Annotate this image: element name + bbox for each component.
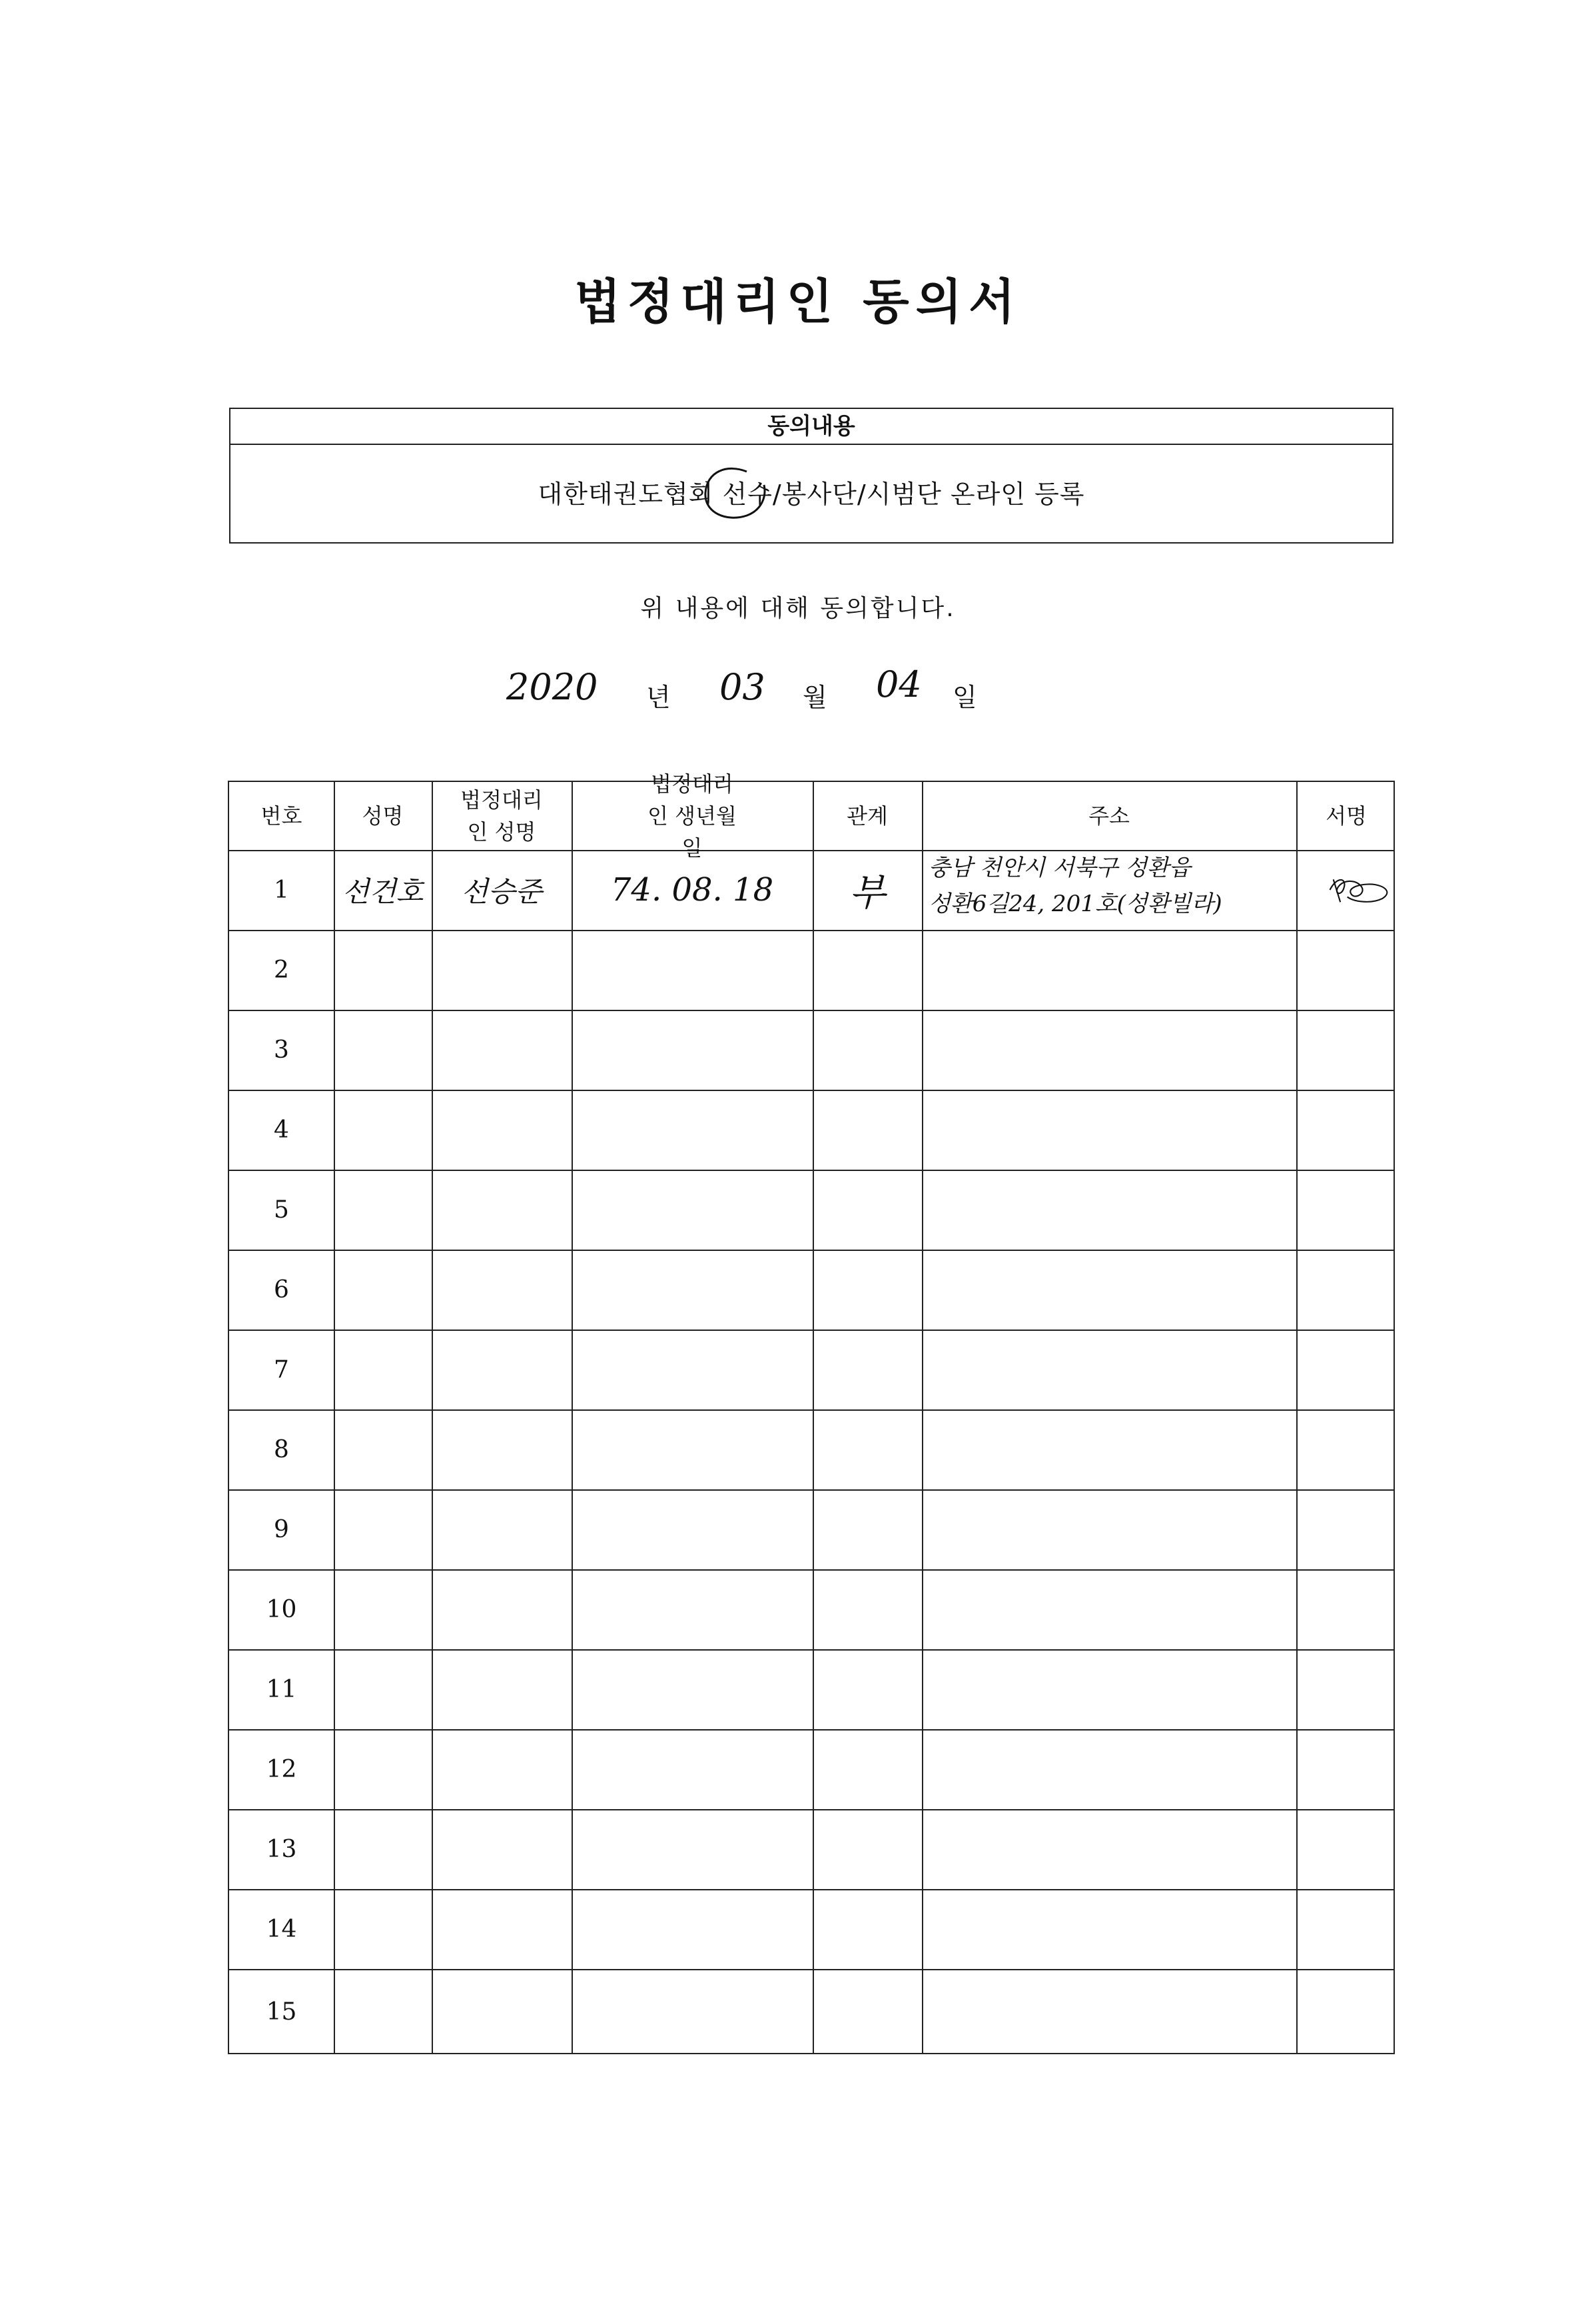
date-year: 2020 bbox=[506, 666, 598, 708]
entry-address bbox=[922, 850, 1296, 930]
handwritten-signature-mark bbox=[1323, 850, 1396, 930]
header-guardian-birth: 법정대리인 생년월일 bbox=[647, 771, 737, 861]
row-number: 15 bbox=[266, 1998, 297, 2026]
date-day: 04 bbox=[876, 663, 922, 705]
row-number: 2 bbox=[274, 956, 289, 984]
row-number: 13 bbox=[266, 1835, 297, 1863]
consent-statement: 위 내용에 대해 동의합니다. bbox=[640, 595, 956, 622]
consent-content-body bbox=[230, 445, 1392, 544]
registration-table bbox=[228, 771, 1395, 2054]
consent-content-text: 대한태권도협회 선수/봉사단/시범단 온라인 등록 bbox=[538, 480, 1085, 509]
header-relation: 관계 bbox=[847, 803, 888, 829]
consent-content-heading: 동의내용 bbox=[230, 409, 1392, 445]
row-number: 12 bbox=[266, 1755, 297, 1783]
row-number: 5 bbox=[274, 1196, 289, 1224]
date-line bbox=[493, 659, 1026, 719]
row-number: 14 bbox=[266, 1915, 297, 1943]
consent-content-box bbox=[229, 408, 1394, 544]
row-number: 10 bbox=[266, 1595, 297, 1623]
selection-circle-mark bbox=[700, 464, 773, 525]
row-number: 6 bbox=[274, 1276, 289, 1304]
row-number: 1 bbox=[274, 876, 289, 904]
date-day-unit: 일 bbox=[953, 683, 977, 712]
date-month: 03 bbox=[719, 666, 765, 708]
header-number: 번호 bbox=[260, 803, 302, 829]
header-name: 성명 bbox=[362, 803, 404, 829]
entry-guardian-name: 선승준 bbox=[461, 875, 542, 908]
entry-guardian-birth: 74. 08. 18 bbox=[610, 871, 774, 909]
entry-name: 선건호 bbox=[342, 875, 424, 908]
entry-address-line1: 충남 천안시 서북구 성환읍 bbox=[929, 855, 1191, 881]
row-number: 7 bbox=[274, 1355, 289, 1383]
entry-signature bbox=[1296, 850, 1396, 930]
header-signature: 서명 bbox=[1326, 803, 1367, 829]
date-month-unit: 월 bbox=[803, 683, 827, 712]
entry-relation: 부 bbox=[849, 871, 886, 915]
date-year-unit: 년 bbox=[646, 683, 671, 712]
row-number: 3 bbox=[274, 1036, 289, 1064]
header-guardian-name: 법정대리인 성명 bbox=[460, 787, 543, 845]
page-title: 법정대리인 동의서 bbox=[574, 274, 1022, 330]
row-number: 11 bbox=[266, 1675, 297, 1703]
row-number: 9 bbox=[274, 1515, 289, 1543]
row-number: 4 bbox=[274, 1116, 289, 1144]
entry-address-line2: 성환6길24, 201호(성환빌라) bbox=[929, 891, 1222, 917]
row-number: 8 bbox=[274, 1435, 289, 1463]
header-address: 주소 bbox=[1088, 803, 1130, 829]
